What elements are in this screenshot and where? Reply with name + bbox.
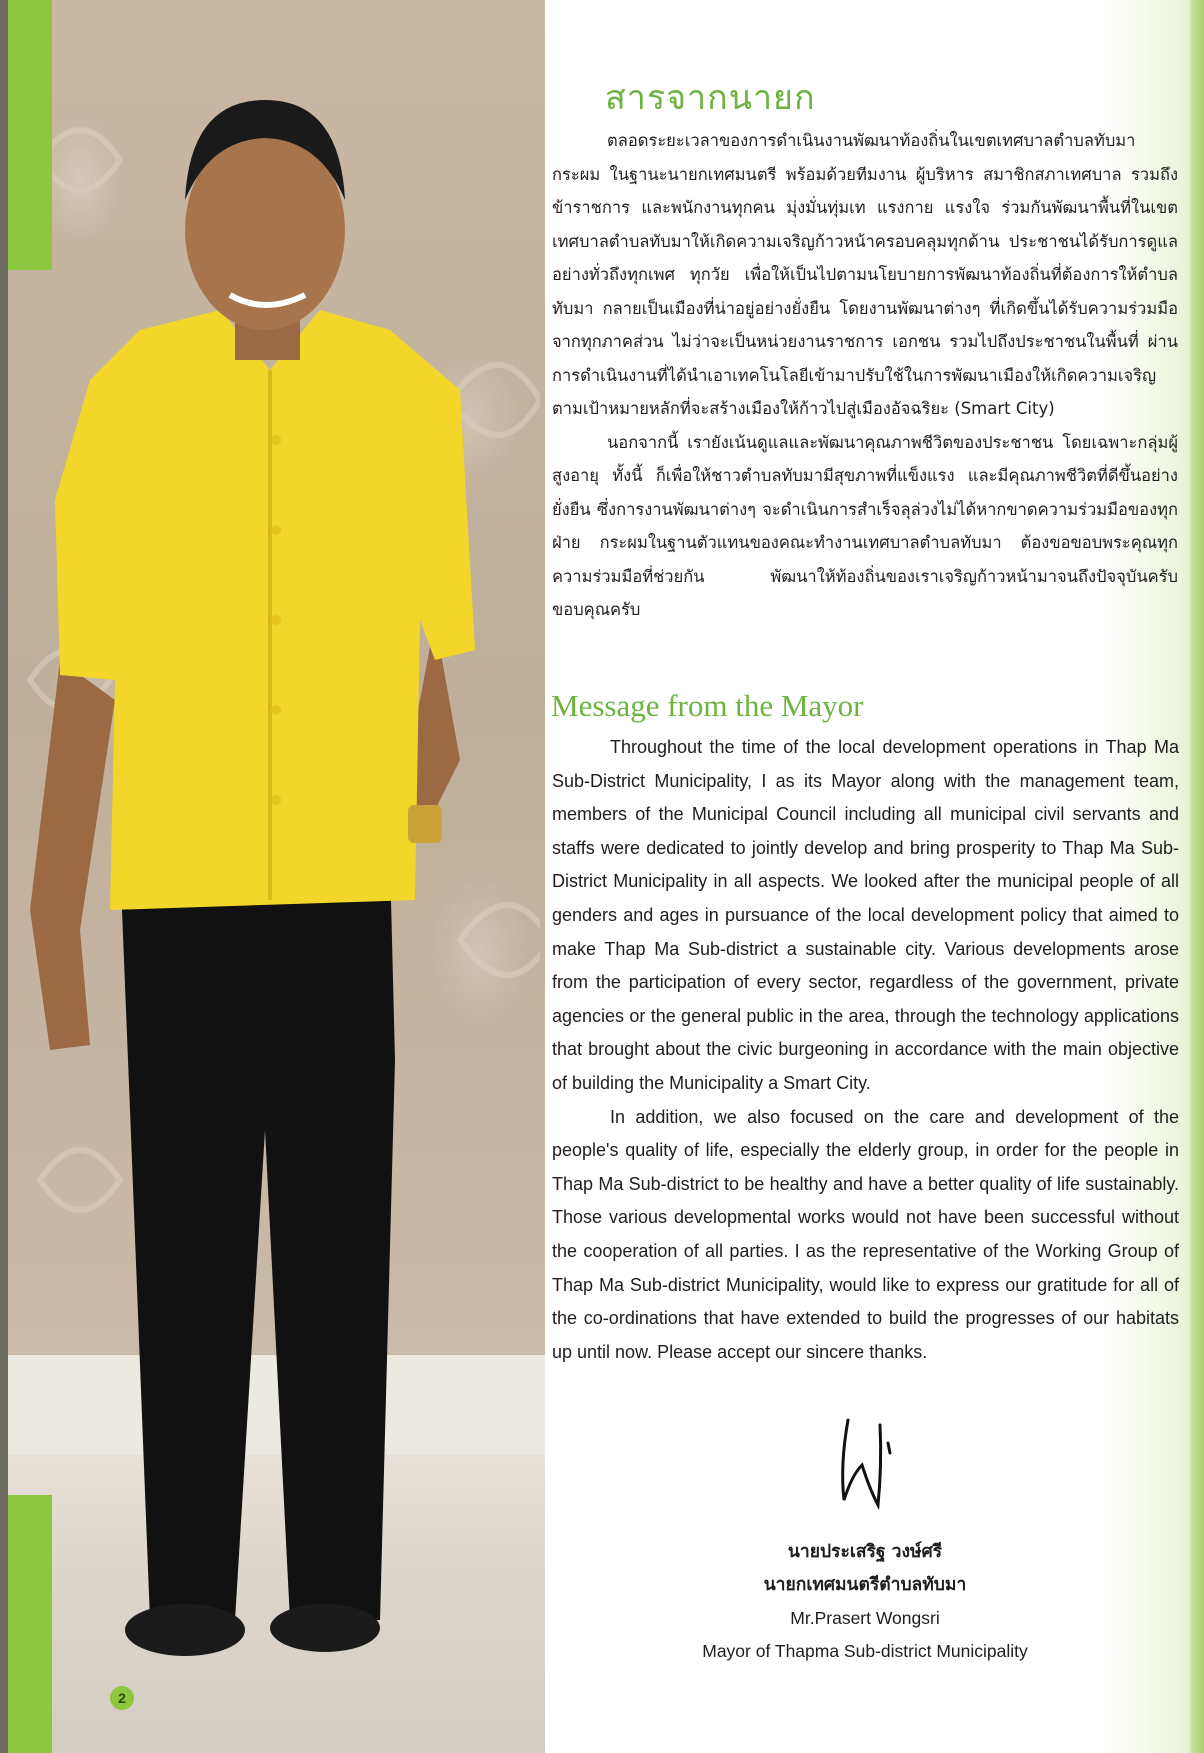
left-arm: [30, 660, 115, 1050]
english-paragraph-1: Throughout the time of the local development operations in Thap Ma Sub-District Municipality, I as its Mayor along with the management team, members of the Municipal Council including all municipal civil servants and staffs were dedicated to jointly develop and bring prosperity to Thap Ma Sub-District Municipality in all aspects. We looked after the municipal people of all genders and ages in pursuance of the local development policy that aimed to make Thap Ma Sub-district a sustainable city. Various developments arose from the participation of every sector, regardless of the government, private agencies or the general public in the area, through the technology applications that brought about the civic burgeoning in accordance with the main objective of building the Municipality a Smart City.: [552, 737, 1179, 1093]
mayor-title-english: Mayor of Thapma Sub-district Municipality: [702, 1641, 1028, 1661]
left-shoe: [125, 1604, 245, 1656]
mayor-name-thai: นายประเสริฐ วงษ์ศรี: [787, 1542, 943, 1562]
english-message: [552, 731, 1179, 1369]
english-paragraph-2: In addition, we also focused on the care and development of the people's quality of life, especially the elderly group, in order for the people in Thap Ma Sub-district to be healthy and have a better quality of life sustainably. Those various developmental works would not have been successful without the cooperation of all parties. I as the representative of the Working Group of Thap Ma Sub-district Municipality, would like to express our gratitude for all of the co-ordinations that have extended to build the progresses of our habitats up until now. Please accept our sincere thanks.: [552, 1106, 1179, 1362]
mayor-title-thai: นายกเทศมนตรีตำบลทับมา: [763, 1575, 967, 1595]
thai-message: [552, 124, 1178, 627]
thai-paragraph-1: ตลอดระยะเวลาของการดำเนินงานพัฒนาท้องถิ่นในเขตเทศบาลตำบลทับมา กระผม ในฐานะนายกเทศมนตรี พร้อมด้วยทีมงาน ผู้บริหาร สมาชิกสภาเทศบาล รวมถึงข้าราชการ และพนักงานทุกคน มุ่งมั่นทุ่มเท แรงกาย แรงใจ ร่วมกันพัฒนาพื้นที่ในเขตเทศบาลตำบลทับมาให้เกิดความเจริญก้าวหน้าครอบคลุมทุกด้าน ประชาชนได้รับการดูแลอย่างทั่วถึงทุกเพศ ทุกวัย เพื่อให้เป็นไปตามนโยบายการพัฒนาท้องถิ่นที่ต้องการให้ตำบลทับมา กลายเป็นเมืองที่น่าอยู่อย่างยั่งยืน โดยงานพัฒนาต่างๆ ที่เกิดขึ้นได้รับความร่วมมือจากทุกภาคส่วน ไม่ว่าจะเป็นหน่วยงานราชการ เอกชน รวมไปถึงประชาชนในพื้นที่ ผ่านการดำเนินงานที่ได้นำเอาเทคโนโลยีเข้ามาปรับใช้ในการพัฒนาเมืองให้เกิดความเจริญ ตามเป้าหมายหลักที่จะสร้างเมืองให้ก้าวไปสู่เมืองอัจฉริยะ (Smart City): [552, 131, 1178, 418]
thai-paragraph-2: นอกจากนี้ เรายังเน้นดูแลและพัฒนาคุณภาพชีวิตของประชาชน โดยเฉพาะกลุ่มผู้สูงอายุ ทั้งนี้ ก็เพื่อให้ชาวตำบลทับมามีสุขภาพที่แข็งแรง และมีคุณภาพชีวิตที่ดีขึ้นอย่างยั่งยืน ซึ่งการงานพัฒนาต่างๆ จะดำเนินการสำเร็จลุล่วงไม่ได้หากขาดความร่วมมือของทุกฝ่าย กระผมในฐานตัวแทนของคณะทำงานเทศบาลตำบลทับมา ต้องขอขอบพระคุณทุกความร่วมมือที่ช่วยกัน พัฒนาให้ท้องถิ่นของเราเจริญก้าวหน้ามาจนถึงปัจจุบันครับ ขอบคุณครับ: [552, 432, 1178, 619]
mayor-portrait: [20, 60, 540, 1690]
green-accent-strip-bottom: [8, 1495, 52, 1753]
english-heading: Message from the Mayor: [551, 688, 864, 723]
gold-watch: [408, 805, 442, 843]
handwritten-signature: [830, 1405, 910, 1515]
mayor-photo-panel: [0, 0, 545, 1753]
mayor-name-english: Mr.Prasert Wongsri: [790, 1608, 940, 1628]
signature-block: [640, 1536, 1090, 1668]
page-number: 2: [110, 1686, 134, 1710]
right-shoe: [270, 1604, 380, 1652]
page-edge: [0, 0, 8, 1753]
green-accent-strip-top: [8, 0, 52, 270]
trousers: [120, 860, 395, 1620]
green-edge-strip: [1190, 0, 1204, 1753]
thai-heading: สารจากนายก: [605, 78, 816, 118]
